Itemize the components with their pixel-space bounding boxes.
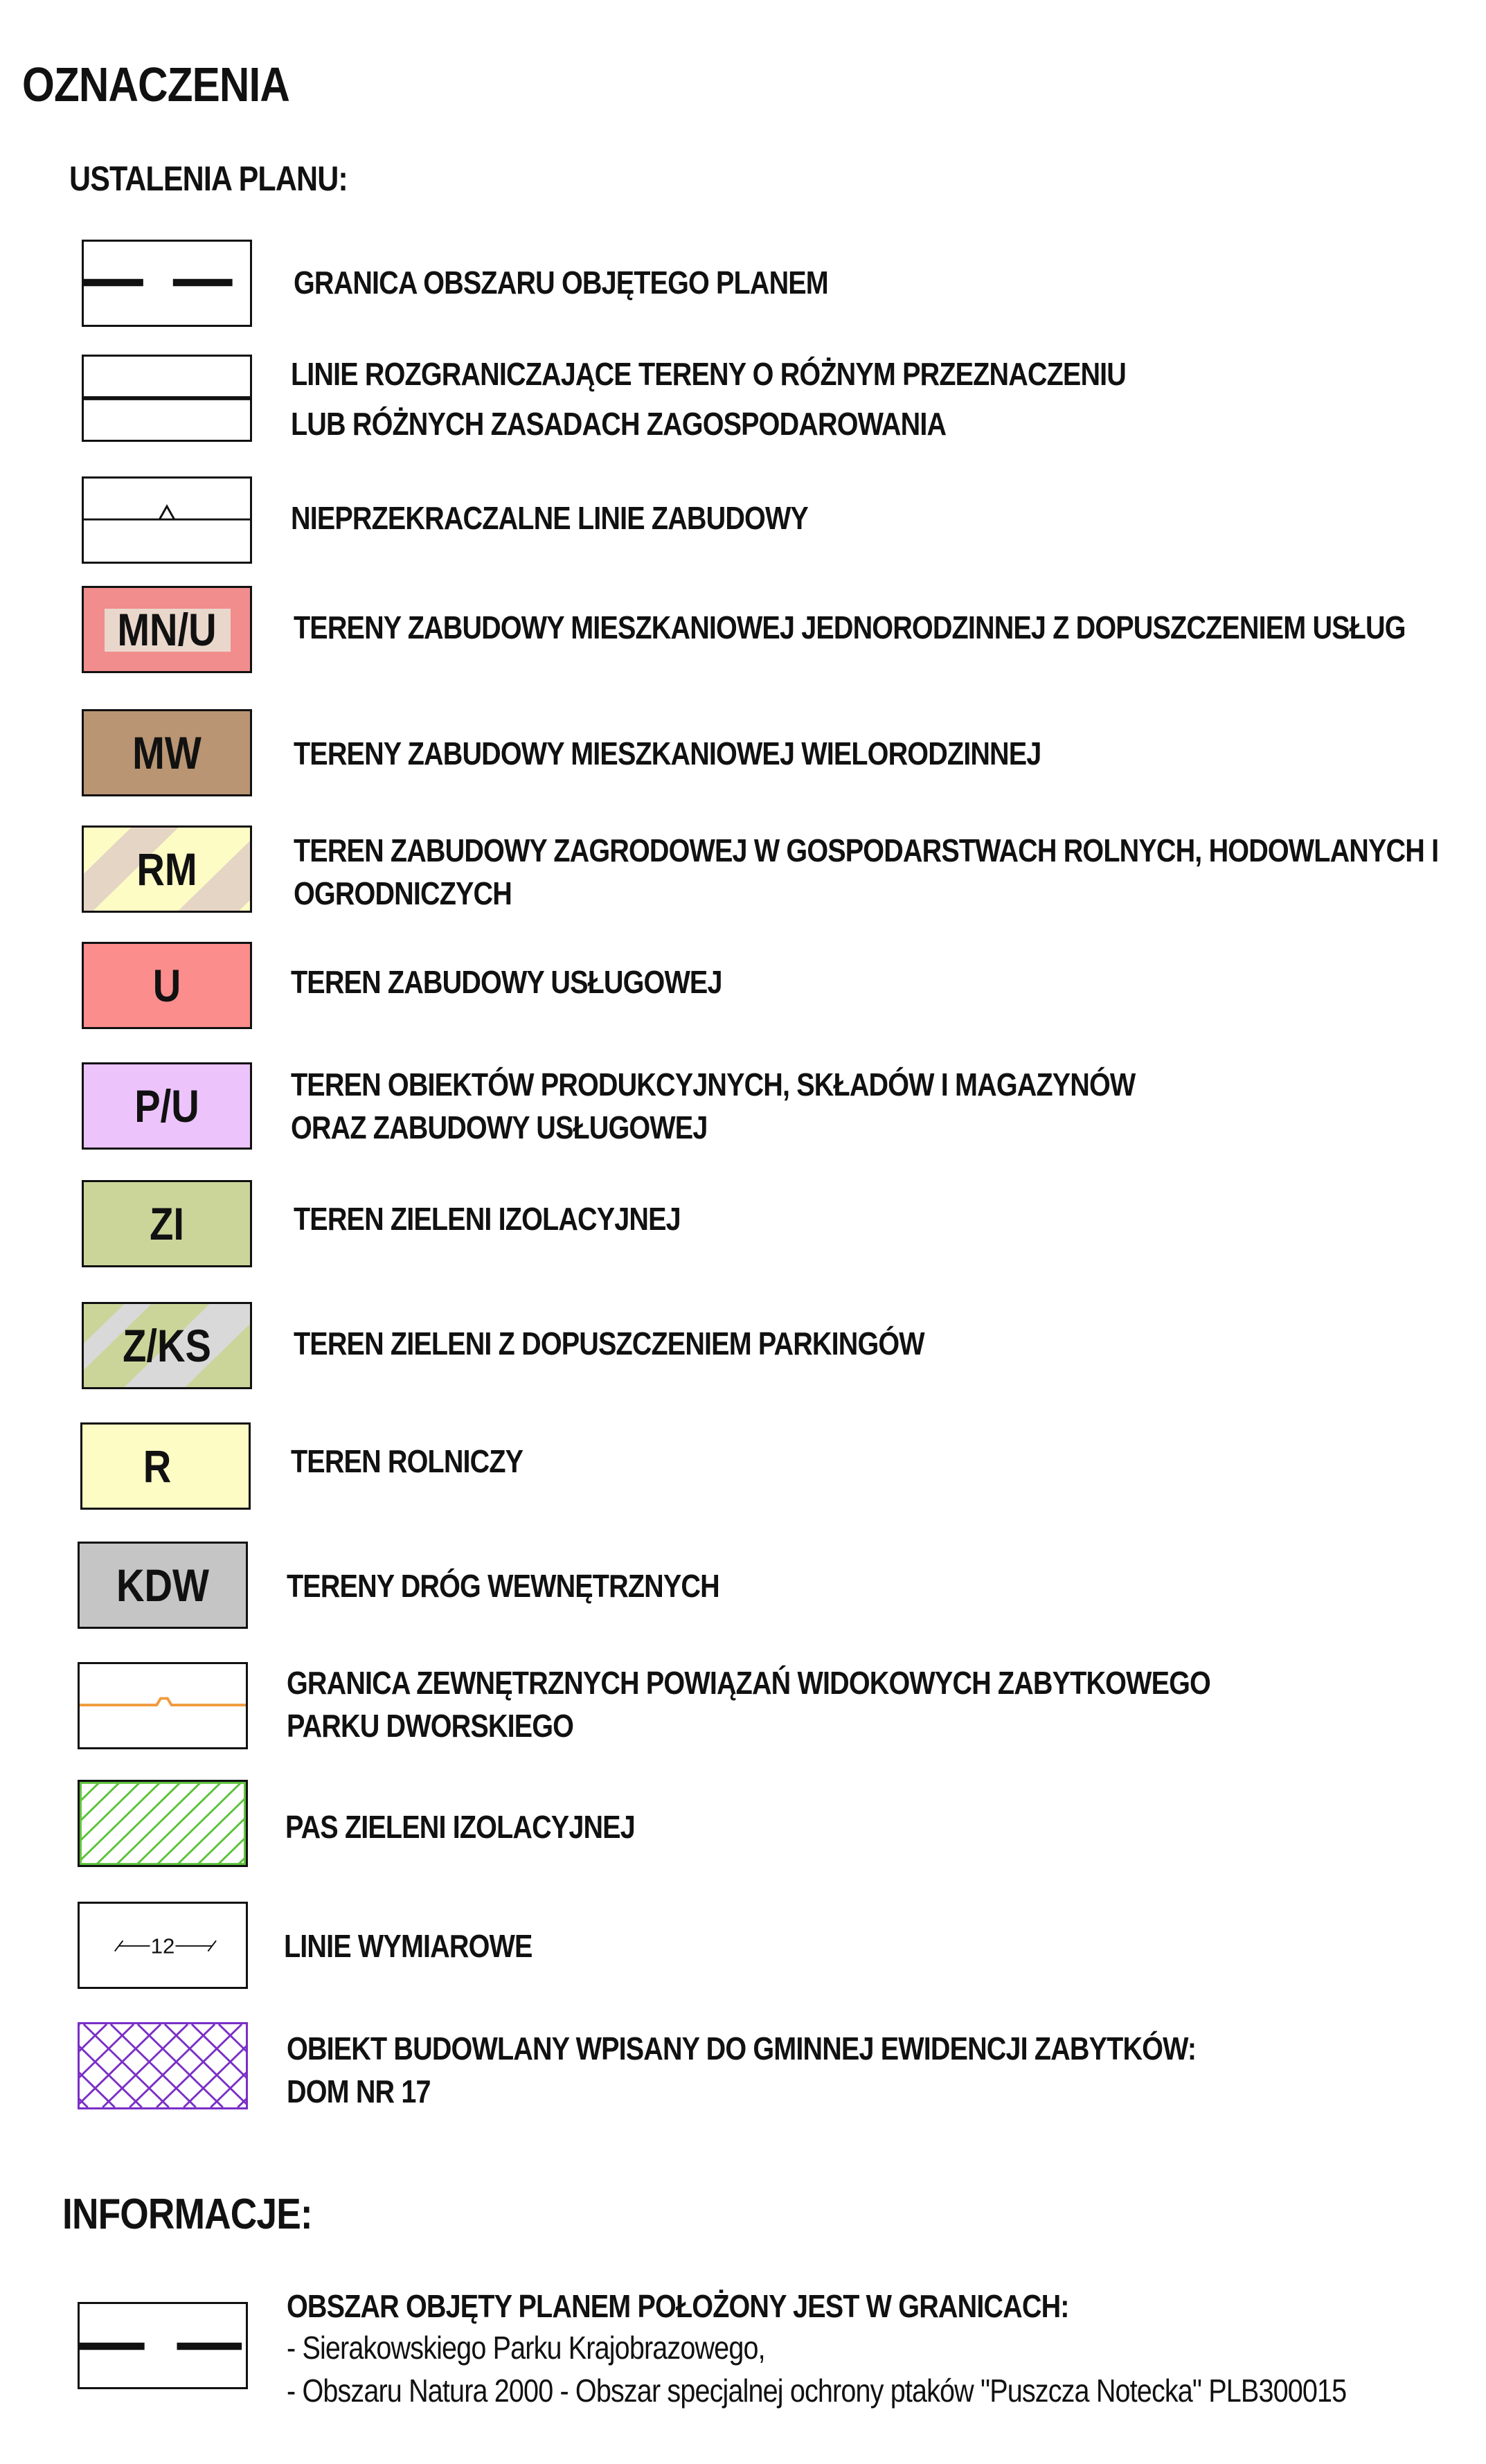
symbol-u-zone xyxy=(82,942,252,1029)
symbol-mnu-zone xyxy=(82,586,252,673)
zone-code-zks: Z/KS xyxy=(123,1320,211,1371)
symbol-r-zone xyxy=(80,1422,251,1510)
symbol-building-line xyxy=(82,476,252,564)
zone-code-mnu: MN/U xyxy=(117,604,217,655)
symbol-view-boundary xyxy=(78,1662,248,1749)
legend-label-r: TEREN ROLNICZY xyxy=(291,1443,523,1479)
legend-label-pu-1: TEREN OBIEKTÓW PRODUKCYJNYCH, SKŁADÓW I MAGAZYNÓW xyxy=(291,1066,1136,1102)
zone-code-zi: ZI xyxy=(150,1198,184,1249)
symbol-green-strip xyxy=(78,1780,248,1867)
legend-label-view-boundary-2: PARKU DWORSKIEGO xyxy=(287,1708,574,1744)
legend-label-dimension-line: LINIE WYMIAROWE xyxy=(284,1928,532,1964)
dimension-value: 12 xyxy=(150,1934,175,1958)
symbol-rm-zone xyxy=(82,825,252,913)
symbol-zks-zone xyxy=(82,1302,252,1389)
legend-label-building-line: NIEPRZEKRACZALNE LINIE ZABUDOWY xyxy=(291,500,808,536)
legend-label-mw: TERENY ZABUDOWY MIESZKANIOWEJ WIELORODZINNEJ xyxy=(294,735,1041,771)
legend-label-pu-2: ORAZ ZABUDOWY USŁUGOWEJ xyxy=(291,1109,708,1145)
legend-label-kdw: TERENY DRÓG WEWNĘTRZNYCH xyxy=(287,1568,719,1604)
legend-label-u: TEREN ZABUDOWY USŁUGOWEJ xyxy=(291,964,722,1000)
symbol-dimension-line xyxy=(78,1902,248,1989)
zone-code-kdw: KDW xyxy=(116,1560,209,1611)
legend-label-zks: TEREN ZIELENI Z DOPUSZCZENIEM PARKINGÓW xyxy=(294,1325,924,1362)
legend-label-demarcation-2: LUB RÓŻNYCH ZASADACH ZAGOSPODAROWANIA xyxy=(291,406,947,442)
legend-label-plan-boundary: GRANICA OBSZARU OBJĘTEGO PLANEM xyxy=(294,265,828,301)
page-title: OZNACZENIA xyxy=(22,57,290,111)
legend-label-view-boundary-1: GRANICA ZEWNĘTRZNYCH POWIĄZAŃ WIDOKOWYCH ZABYTKOWEGO xyxy=(287,1665,1210,1701)
zone-code-r: R xyxy=(143,1440,172,1492)
zone-code-mw: MW xyxy=(132,727,202,778)
info-item-2: - Obszaru Natura 2000 - Obszar specjalnej ochrony ptaków "Puszcza Notecka" PLB300015 xyxy=(287,2373,1347,2409)
legend-label-rm-2: OGRODNICZYCH xyxy=(294,875,512,911)
symbol-kdw-zone xyxy=(78,1542,248,1629)
symbol-pu-zone xyxy=(82,1062,252,1150)
info-heading: OBSZAR OBJĘTY PLANEM POŁOŻONY JEST W GRANICACH: xyxy=(287,2288,1069,2324)
legend-label-zi: TEREN ZIELENI IZOLACYJNEJ xyxy=(294,1201,681,1237)
symbol-heritage-building xyxy=(78,2022,248,2109)
legend-label-heritage-2: DOM NR 17 xyxy=(287,2073,431,2109)
legend-label-heritage-1: OBIEKT BUDOWLANY WPISANY DO GMINNEJ EWIDENCJI ZABYTKÓW: xyxy=(287,2030,1197,2066)
info-item-1: - Sierakowskiego Parku Krajobrazowego, xyxy=(287,2330,765,2366)
zone-code-pu: P/U xyxy=(134,1080,199,1132)
legend-label-demarcation-1: LINIE ROZGRANICZAJĄCE TERENY O RÓŻNYM PRZEZNACZENIU xyxy=(291,356,1126,392)
zone-code-u: U xyxy=(152,960,181,1011)
legend-label-rm-1: TEREN ZABUDOWY ZAGRODOWEJ W GOSPODARSTWACH ROLNYCH, HODOWLANYCH I xyxy=(294,832,1439,868)
section-heading-info: INFORMACJE: xyxy=(62,2190,312,2238)
symbol-zi-zone xyxy=(82,1180,252,1267)
symbol-mw-zone xyxy=(82,709,252,796)
symbol-demarcation-line xyxy=(82,355,252,442)
section-heading-plan: USTALENIA PLANU: xyxy=(69,159,348,198)
legend-label-mnu: TERENY ZABUDOWY MIESZKANIOWEJ JEDNORODZINNEJ Z DOPUSZCZENIEM USŁUG xyxy=(294,609,1406,645)
zone-code-rm: RM xyxy=(136,843,197,895)
legend-label-green-strip: PAS ZIELENI IZOLACYJNEJ xyxy=(285,1809,635,1845)
symbol-protected-area-boundary xyxy=(78,2302,248,2389)
symbol-plan-boundary xyxy=(82,240,252,327)
